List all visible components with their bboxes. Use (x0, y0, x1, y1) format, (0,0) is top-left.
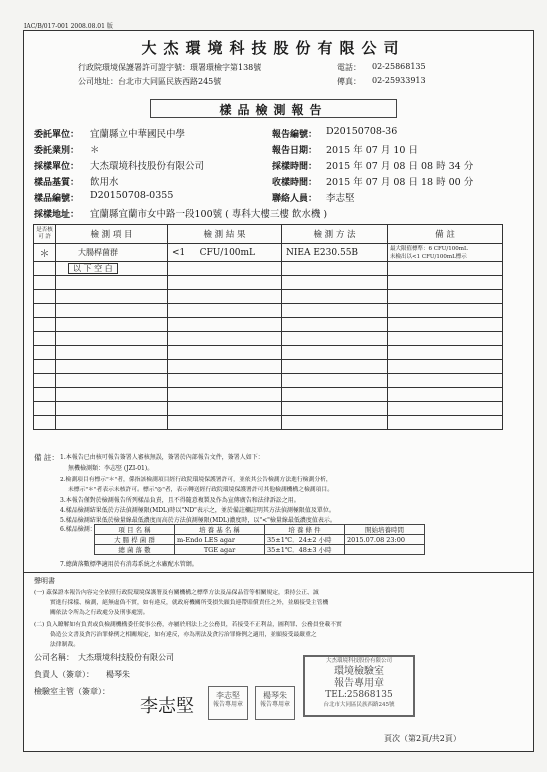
divider (24, 572, 534, 573)
culture-col-condition: 培 養 條 件 (265, 525, 345, 535)
table-row: 大 腸 桿 菌 群 m-Endo LES agar 35±1℃．24±2 小時 2015.07.08 23:00 (95, 535, 425, 545)
accredited-header: 是否核 可 許 (34, 225, 56, 244)
contact-label: 聯絡人員： (272, 194, 318, 204)
table-row (34, 318, 503, 332)
table-row (34, 402, 503, 416)
table-row (34, 388, 503, 402)
table-row (34, 262, 503, 276)
sampling-time-label: 採樣時間： (272, 162, 318, 172)
company-address: 公司地址：台北市大同區民族西路245號 (78, 77, 222, 86)
note-line: 1.本報告已由核可報告簽署人審核無誤，簽署於內部報告文件，簽署人如下： (60, 454, 264, 461)
test-result: <1 CFU/100mL (168, 244, 282, 262)
sample-id-value: D20150708-0355 (90, 190, 174, 201)
page-indicator: 頁次（第2頁/共2頁） (384, 734, 461, 743)
table-row (34, 374, 503, 388)
industry-label: 委託業別： (34, 146, 80, 156)
declaration-1: (一) 茲保證本報告內容完全依照行政院環境保護署及有關機構之標準方法及品保品管等相關規定，秉持公正、誠 實進行採樣、檢測，絕無虛偽不實，如有違反，就政府機關所受損失願負連帶賠償責任之外，並願接受主管機 關依法令所為之行政處分及刑事處罰。 (34, 590, 329, 616)
method-header: 檢 測 方 法 (282, 225, 388, 244)
culture-col-medium: 培 養 基 名 稱 (175, 525, 265, 535)
report-date-label: 報告日期： (272, 146, 318, 156)
form-code: IAC/B/017-001 2008.08.01 版 (24, 23, 113, 30)
item-header: 檢 測 項 目 (56, 225, 168, 244)
culture-col-start: 開始培養時間 (345, 525, 425, 535)
table-row (34, 346, 503, 360)
culture-table (94, 524, 425, 555)
company-title: 大杰環境科技股份有限公司 (141, 39, 406, 57)
lab-seal-stamp: 大杰環境科技股份有限公司 環境檢驗室 報告專用章 TEL:25868135 台北市大同區民族西路245號 (303, 655, 415, 717)
client-label: 委託單位： (34, 130, 80, 140)
fax-label: 傳真： (337, 77, 361, 86)
owner-label: 負責人（簽章）： (34, 670, 94, 679)
receipt-time-label: 收樣時間： (272, 178, 318, 188)
phone-number: 02-25868135 (372, 62, 426, 71)
result-header: 檢 測 結 果 (168, 225, 282, 244)
company-name-label: 公司名稱： (34, 653, 74, 662)
license-number: 行政院環境保護署許可證字號：環署環檢字第138號 (78, 63, 262, 72)
phone-label: 電話： (337, 63, 361, 72)
company-name-value: 大杰環境科技股份有限公司 (78, 653, 174, 662)
supervisor-signature: 李志堅 (140, 696, 194, 717)
table-row (34, 244, 503, 262)
report-no-label: 報告編號： (272, 130, 318, 140)
sample-id-label: 樣品編號： (34, 194, 80, 204)
test-note: 最大限值標準：6 CFU/100mL 未檢出以<1 CFU/100mL標示 (388, 244, 503, 262)
sampler-value: 大杰環境科技股份有限公司 (90, 161, 205, 172)
matrix-label: 樣品基質： (34, 178, 80, 188)
owner-stamp: 楊琴朱 報告專用章 (255, 686, 295, 720)
client-value: 宜蘭縣立中華國民中學 (90, 129, 186, 140)
note-line: 未標示"＊"者表示未核許可。標示"◎"者，表示轉送經行政院環境保護署許可其他檢測機構之檢測項目。 (68, 487, 333, 493)
declaration-label: 聲明書 (34, 577, 55, 585)
test-item: 大腸桿菌群 (56, 244, 168, 262)
table-row (34, 304, 503, 318)
notes-label: 備 註： (34, 453, 59, 462)
note-line: 5.樣品檢測結果低於檢量線最低濃度而高於方法偵測極限(MDL)濃度時，以"<"檢量線最低濃度值表示。 (60, 517, 336, 524)
culture-col-item: 項 目 名 稱 (95, 525, 175, 535)
receipt-time-value: 2015 年 07 月 08 日 18 時 00 分 (326, 177, 474, 188)
site-value: 宜蘭縣宜蘭市女中路一段100號 ( 專科大樓三樓 飲水機 ) (90, 209, 328, 220)
test-method: NIEA E230.55B (282, 244, 388, 262)
note-line: 7.總菌落數標準適用於有消毒系統之水廠配水管網。 (60, 561, 198, 568)
table-row (34, 290, 503, 304)
report-date-value: 2015 年 07 月 10 日 (326, 145, 418, 156)
supervisor-stamp: 李志堅 報告專用章 (208, 686, 248, 720)
note-line: 無機檢測類：李志堅 (JZI-01)。 (68, 465, 154, 472)
report-title: 樣品檢測報告 (219, 103, 328, 117)
note-line: 2.檢測項目有標示"＊"者，係指該檢測項目經行政院環境保護署許可，並依其公告檢測方法進行檢測分析， (60, 477, 332, 483)
declaration-2: (二) 負入瞭解如有負責或負檢測機構委任從事公務，亦屬於刑法上之公務員，若接受不正利益，圖利罪、公務員登載不實 偽造公文書及貪污治罪條例之相關規定，如有違反，亦為刑法及貪污治罪條例之適用，並願接受最嚴重之 法律制裁。 (34, 622, 342, 648)
results-table (33, 224, 503, 430)
accredited-mark: ＊ (34, 244, 56, 262)
culture-header-row (95, 525, 425, 535)
supervisor-label: 檢驗室主管（簽章）： (34, 687, 110, 696)
owner-value: 楊琴朱 (106, 670, 130, 679)
blank-below-note: 以 下 空 白 (68, 263, 118, 274)
note-line: 6.樣品檢測： (60, 526, 96, 533)
contact-value: 李志堅 (326, 193, 355, 204)
sampler-label: 採樣單位： (34, 162, 80, 172)
site-label: 採樣地址： (34, 210, 80, 220)
table-row (34, 360, 503, 374)
note-line: 4.樣品檢測結果低於方法偵測極限(MDL)時以"ND"表示之，並於備註欄註明其方法偵測極限值及單位。 (60, 507, 335, 514)
fax-number: 02-25933913 (372, 76, 426, 85)
sampling-time-value: 2015 年 07 月 08 日 08 時 34 分 (326, 161, 474, 172)
report-no-value: D20150708-36 (326, 126, 398, 137)
industry-value: ＊ (90, 145, 100, 156)
table-row (34, 276, 503, 290)
matrix-value: 飲用水 (90, 177, 119, 188)
table-row (34, 332, 503, 346)
note-header: 備 註 (388, 225, 503, 244)
table-row: 總 菌 落 數 TGE agar 35±1℃．48±3 小時 (95, 545, 425, 555)
note-line: 3.本報告僅對於檢測報告所列樣品負責，且不得隨意複製及作為宣傳廣告和法律訴訟之用。 (60, 497, 300, 504)
table-row (34, 416, 503, 430)
results-header-row (34, 225, 503, 244)
